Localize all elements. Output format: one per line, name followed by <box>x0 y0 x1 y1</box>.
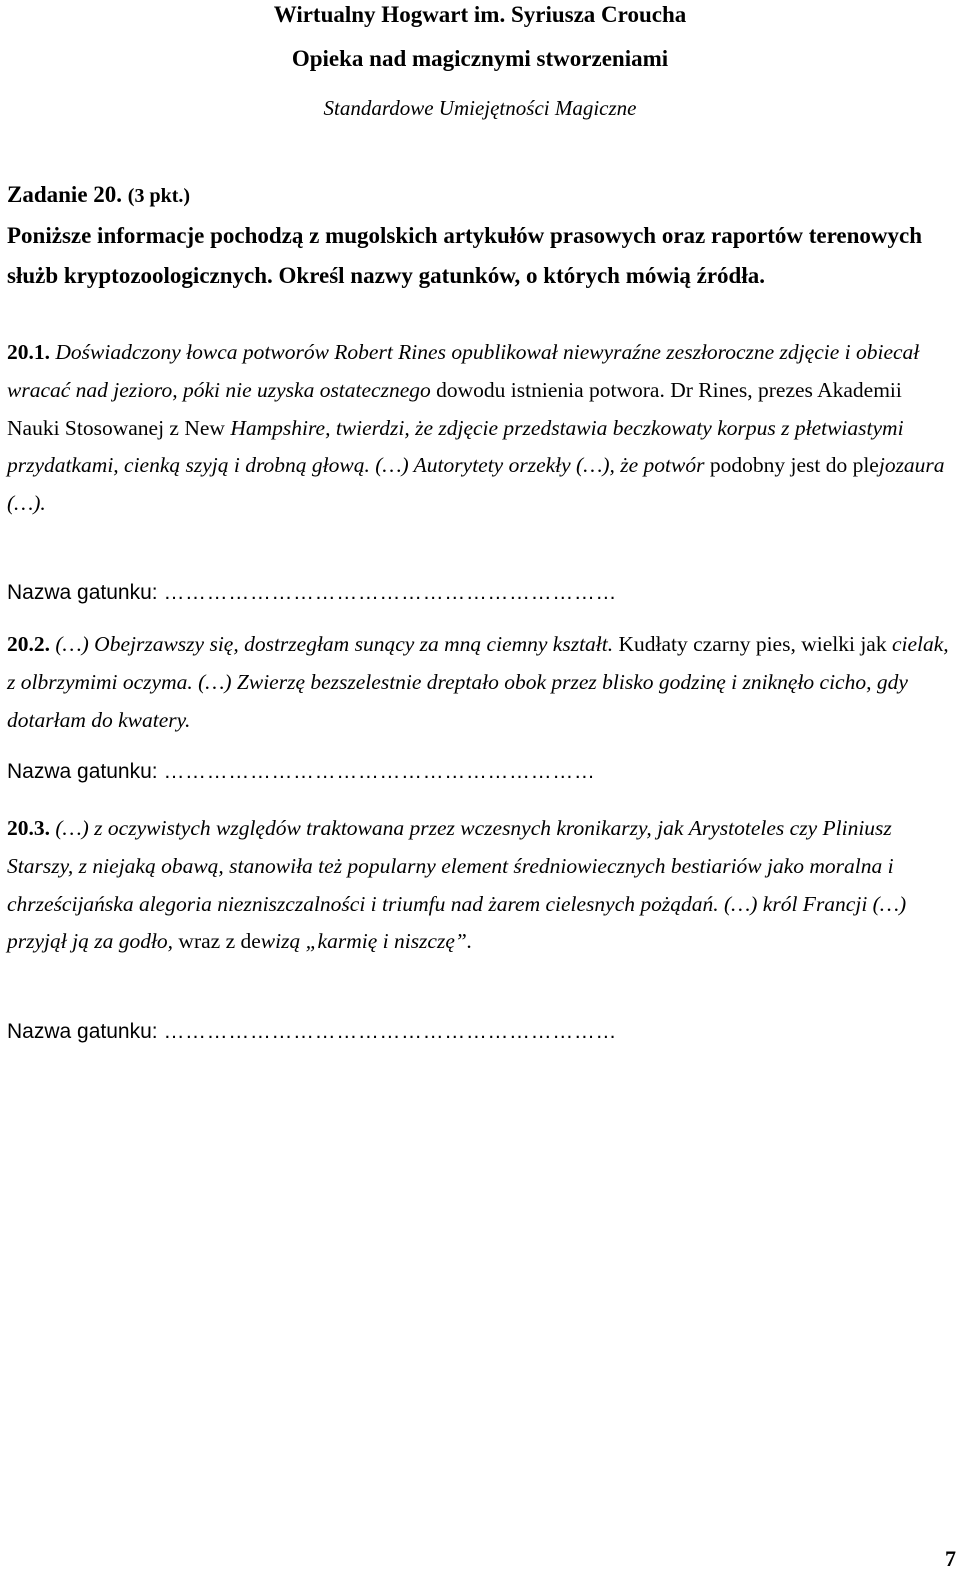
exam-name: Standardowe Umiejętności Magiczne <box>323 96 637 120</box>
answer-label: Nazwa gatunku: <box>7 581 158 604</box>
item-text: wraz z de <box>178 929 261 954</box>
item-20-3-text <box>7 810 955 961</box>
item-text: (…) z oczywistych względów traktowana przez wczesnych kronikarzy, jak <box>55 816 684 840</box>
task-instruction: Poniższe informacje pochodzą z mugolskich artykułów prasowych oraz raportów terenowych służb kryptozoologicznych. Określ nazwy gatunków, o których mówią źródła. <box>7 223 922 288</box>
item-text: Arystoteles czy Pliniusz Starszy, z niejaką obawą, stanowiła też popularny element średniowiecznych bestiariów jako moralna i chrześcijańska alegoria niezniszczalności i triumfu nad żarem cielesnych pożądań. (…) król Francji (…) przyjął ją za godło, <box>7 816 907 954</box>
answer-line-20-3[interactable] <box>7 1017 955 1047</box>
item-text: podobny jest do ple <box>709 453 879 478</box>
item-text: Kudłaty czarny pies, wielki jak <box>618 632 887 656</box>
subject-title: Opieka nad magicznymi stworzeniami <box>291 46 669 71</box>
item-number: 20.3. <box>7 816 50 840</box>
task-title: Zadanie 20. <box>7 182 123 207</box>
school-name: Wirtualny Hogwart im. Syriusza Croucha <box>273 2 687 27</box>
item-text: (…) Obejrzawszy się, dostrzegłam sunący za mną ciemny kształt. <box>55 632 614 656</box>
task-points: (3 pkt.) <box>127 185 191 207</box>
item-text: cielak, z olbrzymimi oczyma. (…) Zwierzę bezszelestnie dreptało obok przez blisko godzinę i zniknęło cicho, gdy dotarłam do kwatery. <box>7 632 949 732</box>
task-header <box>7 175 957 296</box>
item-text: Doświadczony łowca potworów Robert Rines opublikował niewyraźne zeszłoroczne zdjęcie i obiecał wracać nad jezioro, póki nie uzyska ostatecznego <box>7 340 920 402</box>
item-20-2-text <box>7 626 955 739</box>
answer-line-20-1[interactable] <box>7 578 955 608</box>
page-number: 7 <box>945 1546 956 1571</box>
answer-blank[interactable]: ……………………………………………………… <box>163 581 618 604</box>
answer-label: Nazwa gatunku: <box>7 1020 158 1043</box>
item-text: wizą „karmię i niszczę”. <box>260 929 473 954</box>
item-text: dowodu istnienia potwora. Dr Rines, prezes Akademii Nauki Stosowanej z New <box>7 377 902 440</box>
item-number: 20.1. <box>7 340 50 364</box>
item-number: 20.2. <box>7 632 50 656</box>
answer-blank[interactable]: ……………………………………………………… <box>163 1020 618 1043</box>
answer-blank[interactable]: …………………………………………………… <box>163 760 596 783</box>
item-text: Hampshire, twierdzi, że zdjęcie przedstawia beczkowaty korpus z płetwiastymi przydatkami, cienką szyją i drobną głową. (…) Autorytety orzekły (…), że potwór <box>7 415 904 478</box>
answer-label: Nazwa gatunku: <box>7 760 158 783</box>
item-20-1-text <box>7 334 955 523</box>
answer-line-20-2[interactable] <box>7 757 955 787</box>
item-text: jozaura (…). <box>7 453 945 516</box>
